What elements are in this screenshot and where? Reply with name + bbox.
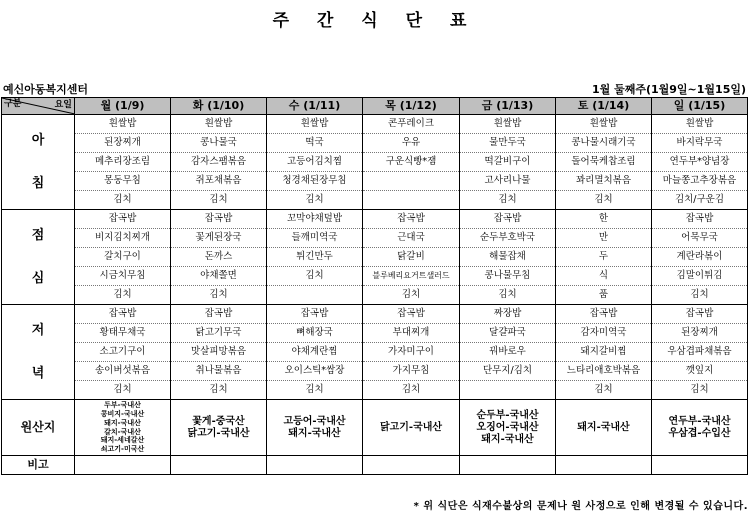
meal-row <box>2 153 748 172</box>
menu-item: 잡곡밥 <box>652 210 748 229</box>
meal-label-char: 침 <box>31 176 45 191</box>
menu-item: 오이스틱*쌈장 <box>267 362 363 381</box>
menu-item: 김치 <box>363 381 460 400</box>
meal-row <box>2 115 748 134</box>
menu-item <box>363 191 460 210</box>
menu-item: 김치 <box>171 286 267 305</box>
menu-item: 흰쌀밥 <box>556 115 652 134</box>
menu-item <box>267 286 363 305</box>
menu-item: 가지무침 <box>363 362 460 381</box>
meal-row <box>2 362 748 381</box>
note-cell <box>171 456 267 475</box>
origin-label: 원산지 <box>2 400 75 456</box>
meal-row <box>2 172 748 191</box>
meal-row <box>2 267 748 286</box>
footer-note: * 위 식단은 식재수불상의 문제나 원 사정으로 인해 변경될 수 있습니다. <box>413 501 748 512</box>
menu-item: 야채계란찜 <box>267 343 363 362</box>
origin-line: 꽃게-중국산 <box>192 415 245 427</box>
origin-line: 순두부-국내산 <box>476 409 539 421</box>
menu-item: 흰쌀밥 <box>75 115 171 134</box>
menu-item: 순두부호박국 <box>460 229 556 248</box>
meal-row <box>2 191 748 210</box>
origin-cell <box>460 400 556 456</box>
page-title: 주 간 식 단 표 <box>272 11 478 31</box>
menu-item: 꽃게된장국 <box>171 229 267 248</box>
menu-item: 김치 <box>267 267 363 286</box>
origin-cell <box>267 400 363 456</box>
meal-label <box>2 115 75 210</box>
menu-item: 돈까스 <box>171 248 267 267</box>
origin-line: 오징어-국내산 <box>476 421 539 433</box>
menu-item: 비지김치찌개 <box>75 229 171 248</box>
menu-item: 소고기구이 <box>75 343 171 362</box>
menu-item: 김치 <box>460 286 556 305</box>
menu-item: 한 <box>556 210 652 229</box>
menu-item: 김치 <box>75 191 171 210</box>
day-header: 토 (1/14) <box>556 98 652 115</box>
meal-row <box>2 210 748 229</box>
menu-item: 깻잎지 <box>652 362 748 381</box>
menu-item: 송이버섯볶음 <box>75 362 171 381</box>
meal-label-char: 아 <box>31 133 45 148</box>
menu-item: 황태무채국 <box>75 324 171 343</box>
menu-item: 돼지갈비찜 <box>556 343 652 362</box>
menu-item: 메추리장조림 <box>75 153 171 172</box>
menu-item: 두 <box>556 248 652 267</box>
menu-item: 김말이튀김 <box>652 267 748 286</box>
origin-line: 두부-국내산 <box>104 401 141 410</box>
note-cell <box>460 456 556 475</box>
week-range: 1월 둘째주(1월9일~1월15일) <box>591 83 746 96</box>
menu-item: 잡곡밥 <box>363 305 460 324</box>
note-cell <box>652 456 748 475</box>
corner-left-label: 구분 <box>4 99 22 109</box>
menu-item: 취나물볶음 <box>171 362 267 381</box>
meal-label-char: 점 <box>31 228 45 243</box>
menu-item: 감자미역국 <box>556 324 652 343</box>
menu-item: 어묵무국 <box>652 229 748 248</box>
menu-item: 김치/구운김 <box>652 191 748 210</box>
meal-row <box>2 134 748 153</box>
day-header: 금 (1/13) <box>460 98 556 115</box>
menu-item: 근대국 <box>363 229 460 248</box>
note-cell <box>363 456 460 475</box>
origin-line: 닭고기-국내산 <box>187 427 250 439</box>
menu-item: 잡곡밥 <box>363 210 460 229</box>
menu-item: 돌어묵케찹조림 <box>556 153 652 172</box>
origin-line: 닭고기-국내산 <box>379 421 443 433</box>
menu-item: 닭고기무국 <box>171 324 267 343</box>
header-corner <box>2 98 75 115</box>
note-cell <box>75 456 171 475</box>
origin-line: 쇠고기-미국산 <box>100 445 145 453</box>
menu-item: 야채쫄면 <box>171 267 267 286</box>
menu-item: 김치 <box>556 191 652 210</box>
menu-item: 흰쌀밥 <box>652 115 748 134</box>
menu-item: 꿔바로우 <box>460 343 556 362</box>
menu-item: 흰쌀밥 <box>171 115 267 134</box>
meal-row <box>2 286 748 305</box>
meal-table <box>1 97 748 475</box>
menu-item: 떡갈비구이 <box>460 153 556 172</box>
menu-item: 갈치구이 <box>75 248 171 267</box>
meal-row <box>2 324 748 343</box>
menu-item: 우삼겹파채볶음 <box>652 343 748 362</box>
menu-item: 흰쌀밥 <box>460 115 556 134</box>
menu-item: 콩나물국 <box>171 134 267 153</box>
menu-item: 잡곡밥 <box>556 305 652 324</box>
menu-item <box>460 381 556 400</box>
menu-item: 김치 <box>652 381 748 400</box>
meal-row <box>2 248 748 267</box>
menu-item: 계란라볶이 <box>652 248 748 267</box>
menu-item: 된장찌개 <box>75 134 171 153</box>
menu-item: 꽈리멸치볶음 <box>556 172 652 191</box>
menu-item: 떡국 <box>267 134 363 153</box>
menu-item: 김치 <box>75 286 171 305</box>
menu-item: 품 <box>556 286 652 305</box>
menu-item: 김치 <box>75 381 171 400</box>
menu-item: 잡곡밥 <box>460 210 556 229</box>
menu-item: 짜장밥 <box>460 305 556 324</box>
menu-item: 꼬막야채덮밥 <box>267 210 363 229</box>
menu-item: 김치 <box>556 381 652 400</box>
center-name: 예신아동복지센터 <box>3 83 89 96</box>
menu-item: 몽동무침 <box>75 172 171 191</box>
menu-item: 잡곡밥 <box>171 305 267 324</box>
origin-line: 연두부-국내산 <box>668 415 731 427</box>
origin-line: 돼지-국내산 <box>481 433 534 445</box>
menu-item: 김치 <box>171 191 267 210</box>
menu-item: 가자미구이 <box>363 343 460 362</box>
menu-item: 느타리애호박볶음 <box>556 362 652 381</box>
menu-item: 단무지/김치 <box>460 362 556 381</box>
menu-item: 바지락무국 <box>652 134 748 153</box>
note-row <box>2 456 748 475</box>
note-cell <box>267 456 363 475</box>
menu-item: 감자스팸볶음 <box>171 153 267 172</box>
menu-item: 고등어김치찜 <box>267 153 363 172</box>
origin-cell <box>652 400 748 456</box>
origin-line: 갈치-국내산 <box>104 427 141 436</box>
menu-item: 김치 <box>363 286 460 305</box>
menu-item: 튀긴만두 <box>267 248 363 267</box>
meal-label-char: 심 <box>31 271 45 286</box>
day-header: 월 (1/9) <box>75 98 171 115</box>
menu-item: 시금치무침 <box>75 267 171 286</box>
corner-right-label: 요일 <box>54 100 72 110</box>
menu-item: 잡곡밥 <box>171 210 267 229</box>
menu-item: 해물잡채 <box>460 248 556 267</box>
meal-row <box>2 343 748 362</box>
note-cell <box>556 456 652 475</box>
menu-item: 김치 <box>267 191 363 210</box>
menu-item: 식 <box>556 267 652 286</box>
menu-item: 고사리나물 <box>460 172 556 191</box>
menu-item: 달걀파국 <box>460 324 556 343</box>
origin-line: 돼지-국내산 <box>577 421 630 433</box>
origin-cell <box>171 400 267 456</box>
menu-item: 구운식빵*잼 <box>363 153 460 172</box>
menu-item: 들깨미역국 <box>267 229 363 248</box>
meal-row <box>2 305 748 324</box>
menu-item: 만 <box>556 229 652 248</box>
meal-label-char: 녁 <box>31 366 45 381</box>
menu-item: 맛살피망볶음 <box>171 343 267 362</box>
menu-item: 콩나물무침 <box>460 267 556 286</box>
menu-item: 김치 <box>267 381 363 400</box>
origin-cell <box>556 400 652 456</box>
menu-item: 된장찌개 <box>652 324 748 343</box>
meal-label-char: 저 <box>31 323 45 338</box>
origin-row <box>2 400 748 456</box>
meal-label <box>2 305 75 400</box>
meal-row <box>2 229 748 248</box>
menu-item: 닭갈비 <box>363 248 460 267</box>
menu-item: 잡곡밥 <box>75 210 171 229</box>
menu-item: 김치 <box>652 286 748 305</box>
day-header: 목 (1/12) <box>363 98 460 115</box>
menu-item: 청경채된장무침 <box>267 172 363 191</box>
menu-item: 잡곡밥 <box>267 305 363 324</box>
menu-item: 부대찌개 <box>363 324 460 343</box>
day-header: 수 (1/11) <box>267 98 363 115</box>
menu-item: 콩나물시래기국 <box>556 134 652 153</box>
menu-item: 김치 <box>171 381 267 400</box>
header-row <box>2 98 748 115</box>
menu-item: 우유 <box>363 134 460 153</box>
origin-line: 우삼겹-수입산 <box>668 427 731 439</box>
menu-item: 잡곡밥 <box>75 305 171 324</box>
meal-label <box>2 210 75 305</box>
menu-item: 뼈해장국 <box>267 324 363 343</box>
day-header: 화 (1/10) <box>171 98 267 115</box>
meal-row <box>2 381 748 400</box>
menu-item: 물만두국 <box>460 134 556 153</box>
menu-item: 마늘쫑고추장볶음 <box>652 172 748 191</box>
menu-item <box>363 172 460 191</box>
day-header: 일 (1/15) <box>652 98 748 115</box>
menu-item: 잡곡밥 <box>652 305 748 324</box>
menu-item: 흰쌀밥 <box>267 115 363 134</box>
menu-item: 쥐포채볶음 <box>171 172 267 191</box>
note-label: 비고 <box>2 456 75 475</box>
origin-line: 콩비지-국내산 <box>100 410 145 418</box>
origin-line: 돼지-세네갈산 <box>100 436 145 445</box>
menu-item: 연두부*양념장 <box>652 153 748 172</box>
origin-cell <box>75 400 171 456</box>
origin-cell <box>363 400 460 456</box>
origin-line: 돼지-국내산 <box>288 427 341 439</box>
menu-item: 김치 <box>460 191 556 210</box>
menu-item: 블루베리요거트샐러드 <box>363 267 460 286</box>
origin-line: 고등어-국내산 <box>283 415 346 427</box>
menu-item: 콘푸레이크 <box>363 115 460 134</box>
origin-line: 돼지-국내산 <box>104 418 141 427</box>
